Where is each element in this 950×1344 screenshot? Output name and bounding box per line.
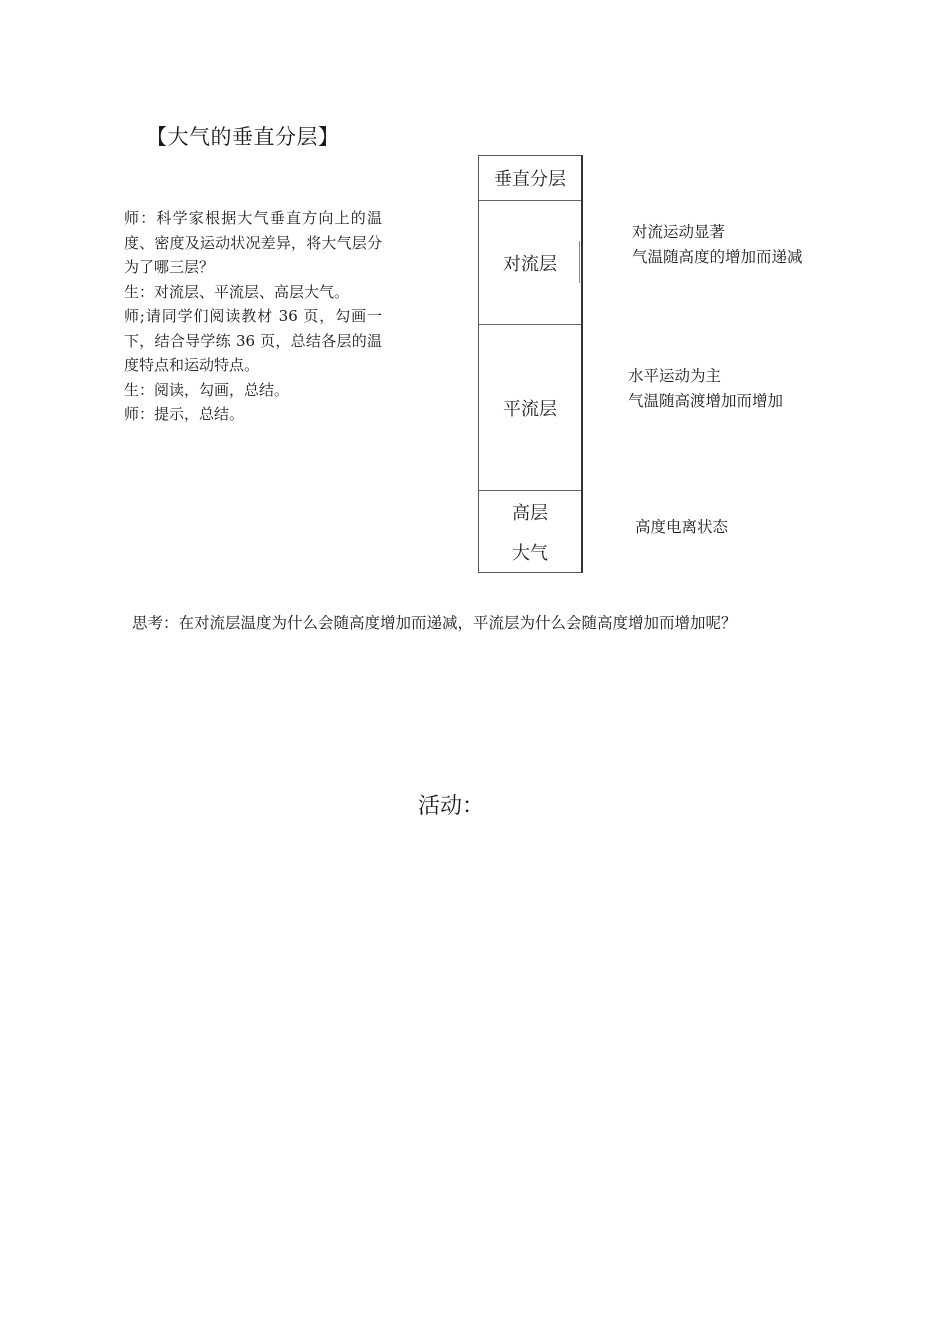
troposphere-cell <box>479 201 581 325</box>
stratosphere-description <box>628 364 783 414</box>
upper-atmosphere-cell <box>479 491 581 572</box>
upper-atmosphere-description <box>635 515 728 540</box>
description-line: 高度电离状态 <box>635 518 729 536</box>
dialogue-line: 师：科学家根据大气垂直方向上的温度、密度及运动状况差异，将大气层分为了哪三层？ <box>124 209 382 276</box>
table-header-cell <box>479 156 581 201</box>
activity-heading: 活动： <box>418 794 485 819</box>
description-line: 气温随高渡增加而增加 <box>628 392 784 410</box>
atmosphere-layer-table <box>478 155 583 573</box>
section-title: 【大气的垂直分层】 <box>146 125 340 149</box>
upper-atmosphere-label-line2: 大气 <box>512 542 548 564</box>
dialogue-line: 生：对流层、平流层、高层大气。 <box>124 282 350 301</box>
thinking-question: 思考：在对流层温度为什么会随高度增加而递减，平流层为什么会随高度增加而增加呢？ <box>132 614 737 632</box>
troposphere-label: 对流层 <box>503 253 557 275</box>
description-line: 对流运动显著 <box>632 223 726 241</box>
teacher-student-dialogue <box>124 206 382 427</box>
table-header-label: 垂直分层 <box>494 169 566 190</box>
description-line: 气温随高度的增加而递减 <box>632 248 803 266</box>
stratosphere-cell <box>479 325 581 491</box>
stratosphere-label: 平流层 <box>503 398 557 420</box>
dialogue-line: 师;请同学们阅读教材 36 页，勾画一下，结合导学练 36 页，总结各层的温度特点和运动特点。 <box>124 307 382 374</box>
description-line: 水平运动为主 <box>628 367 722 385</box>
dialogue-line: 生：阅读，勾画，总结。 <box>124 380 290 399</box>
upper-atmosphere-label-line1: 高层 <box>512 502 548 524</box>
troposphere-description <box>632 220 803 270</box>
dialogue-line: 师：提示，总结。 <box>124 405 245 423</box>
table-edge-tick <box>579 241 583 283</box>
